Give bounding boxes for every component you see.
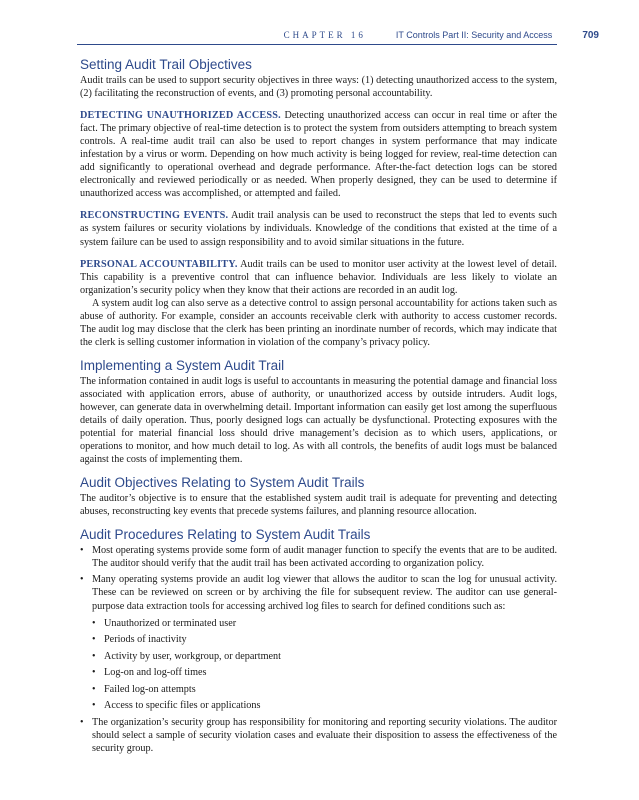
text-detecting: Detecting unauthorized access can occur in real time or after the fact. The primary objective of real-time detection is to protect the system from outsiders attempting to breach system controls. A real-time audit trail can also be used to report changes in system performance that may indicate infestation by a virus or worm. Depending on how much activity is being logged for review, real-time detection can add significantly to operational overhead and degrade performance. After-the-fact detection logs can be stored electronically and reviewed periodically or as needed. When properly designed, they can be used to determine if unauthorized access was accomplished, or attempted and failed. — [80, 110, 557, 200]
lead-detecting: DETECTING UNAUTHORIZED ACCESS. — [80, 110, 281, 122]
chapter-label: CHAPTER 16 — [283, 30, 366, 40]
lead-reconstructing: RECONSTRUCTING EVENTS. — [80, 210, 229, 222]
running-header — [77, 30, 599, 45]
paragraph-reconstructing — [80, 209, 557, 248]
sub-list-item: • Periods of inactivity — [92, 633, 557, 646]
heading-setting-objectives: Setting Audit Trail Objectives — [80, 57, 252, 72]
conditions-sublist — [92, 617, 557, 713]
paragraph-accountability-2: A system audit log can also serve as a detective control to assign personal accountability for actions taken such as abuse of authority. For example, consider an accounts receivable clerk with authority to access customer records. The audit log may disclose that the clerk has been printing an inordinate number of records, which may indicate that the clerk is selling customer information in violation of the company’s privacy policy. — [80, 297, 557, 348]
sub-list-item: • Activity by user, workgroup, or department — [92, 650, 557, 663]
lead-accountability: PERSONAL ACCOUNTABILITY. — [80, 258, 238, 270]
paragraph-detecting — [80, 109, 557, 200]
paragraph-implementing: The information contained in audit logs is useful to accountants in measuring the potential damage and financial loss associated with application errors, abuse of authority, or unauthorized access by outside intruders. Audit logs, however, can generate data in overwhelming detail. Important information can easily get lost among the superfluous details of daily operation. Thus, poorly designed logs can actually be dysfunctional. Protecting exposures with the potential for material financial loss should drive management’s decision as to which users, applications, or operations to monitor, and how much detail to log. As with all controls, the benefits of audit logs must be balanced against the costs of implementing them. — [80, 375, 557, 466]
paragraph-audit-objectives: The auditor’s objective is to ensure that the established system audit trail is adequate for preventing and detecting abuses, reconstructing key events that precede systems failures, and planning resource allocation. — [80, 493, 557, 518]
objectives-intro: Audit trails can be used to support security objectives in three ways: (1) detecting unauthorized access to the system, (2) facilitating the reconstruction of events, and (3) promoting personal accountability. — [80, 75, 557, 100]
sub-list-item: • Failed log-on attempts — [92, 683, 557, 696]
paragraph-accountability — [80, 258, 557, 297]
text-reconstructing: Audit trail analysis can be used to reconstruct the steps that led to events such as system failures or security violations by individuals. Knowledge of the conditions that existed at the time of a system failure can be used to assign responsibility and to avoid similar situations in the future. — [80, 210, 558, 248]
sub-list-item: • Unauthorized or terminated user — [92, 617, 557, 630]
sub-list-item: • Access to specific files or applications — [92, 699, 557, 712]
bullet-text: Many operating systems provide an audit log viewer that allows the auditor to scan the log for unusual activity. These can be reviewed on screen or by archiving the file for subsequent review. The auditor can use general-purpose data extraction tools for accessing archived log files to search for defined conditions such as: — [92, 574, 557, 612]
page-number: 709 — [582, 30, 599, 41]
list-item: • The organization’s security group has responsibility for monitoring and reporting security violations. The auditor should select a sample of security violation cases and evaluate their disposition to assess the effectiveness of the security group. — [80, 716, 557, 755]
sub-list-item: • Log-on and log-off times — [92, 666, 557, 679]
text-accountability: Audit trails can be used to monitor user activity at the lowest level of detail. This capability is a preventive control that can influence behavior. Individuals are less likely to violate an organization’s security policy when they know that their actions are recorded in an audit log. — [80, 258, 557, 296]
chapter-title: IT Controls Part II: Security and Access — [395, 30, 553, 40]
heading-audit-objectives: Audit Objectives Relating to System Audit Trails — [80, 475, 365, 491]
heading-audit-procedures: Audit Procedures Relating to System Audit Trails — [80, 527, 371, 543]
list-item — [80, 573, 557, 712]
procedures-list — [80, 544, 557, 755]
list-item: • Most operating systems provide some form of audit manager function to specify the events that are to be audited. The auditor should verify that the audit trail has been activated according to organization policy. — [80, 544, 557, 570]
heading-implementing: Implementing a System Audit Trail — [80, 357, 285, 373]
